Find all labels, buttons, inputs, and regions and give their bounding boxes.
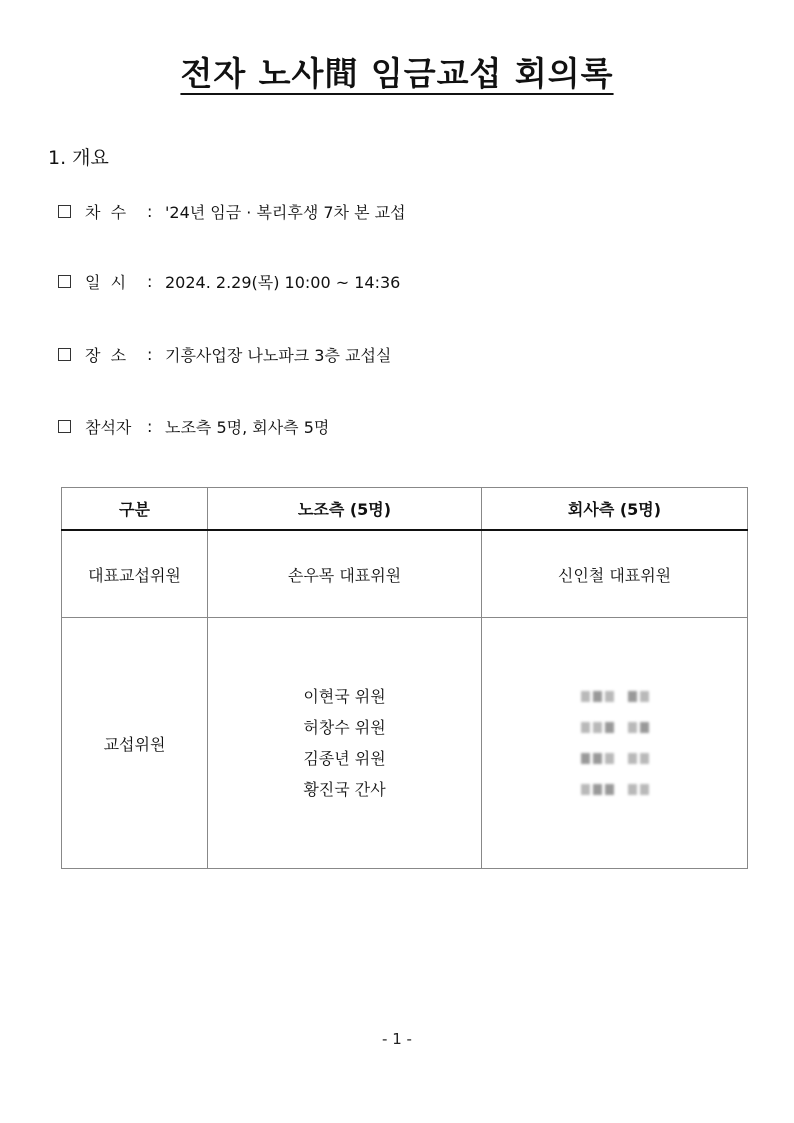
union-member: 이현국 위원 <box>303 687 386 706</box>
info-row-round <box>58 200 406 223</box>
info-row-datetime <box>58 270 400 293</box>
info-value: 노조측 5명, 회사측 5명 <box>165 418 330 437</box>
document-title <box>0 48 794 95</box>
table-row-representative <box>62 530 748 618</box>
info-colon: : <box>147 202 153 221</box>
rep-category: 대표교섭위원 <box>62 530 208 618</box>
section-heading: 1. 개요 <box>48 147 109 169</box>
info-row-attendees <box>58 415 329 438</box>
info-label: 참석자 <box>85 418 132 437</box>
info-colon: : <box>147 345 153 364</box>
checkbox-icon <box>58 275 71 288</box>
members-union <box>208 618 482 869</box>
table-header-row <box>62 488 748 531</box>
union-member: 김종년 위원 <box>303 749 386 768</box>
checkbox-icon <box>58 420 71 433</box>
union-member: 허창수 위원 <box>303 718 386 737</box>
header-union: 노조측 (5명) <box>208 488 482 531</box>
info-value: 기흥사업장 나노파크 3층 교섭실 <box>165 346 392 365</box>
info-value: 2024. 2.29(목) 10:00 ~ 14:36 <box>165 273 401 292</box>
header-company: 회사측 (5명) <box>482 488 748 531</box>
header-category: 구분 <box>62 488 208 531</box>
document-title-text: 전자 노사間 임금교섭 회의록 <box>180 54 614 93</box>
attendee-table <box>61 487 748 869</box>
info-value: '24년 임금 · 복리후생 7차 본 교섭 <box>165 203 406 222</box>
rep-company: 신인철 대표위원 <box>482 530 748 618</box>
redacted-name <box>482 774 747 805</box>
redacted-name <box>482 681 747 712</box>
info-label: 차 수 <box>85 203 127 222</box>
members-category: 교섭위원 <box>62 618 208 869</box>
info-label: 일 시 <box>85 273 127 292</box>
redacted-name <box>482 743 747 774</box>
page-number: - 1 - <box>382 1030 412 1048</box>
checkbox-icon <box>58 205 71 218</box>
checkbox-icon <box>58 348 71 361</box>
redacted-name <box>482 712 747 743</box>
info-label: 장 소 <box>85 346 127 365</box>
table-row-members <box>62 618 748 869</box>
members-company-redacted <box>482 618 748 869</box>
union-member: 황진국 간사 <box>303 780 386 799</box>
info-colon: : <box>147 417 153 436</box>
info-row-location <box>58 343 391 366</box>
info-colon: : <box>147 272 153 291</box>
rep-union: 손우목 대표위원 <box>208 530 482 618</box>
